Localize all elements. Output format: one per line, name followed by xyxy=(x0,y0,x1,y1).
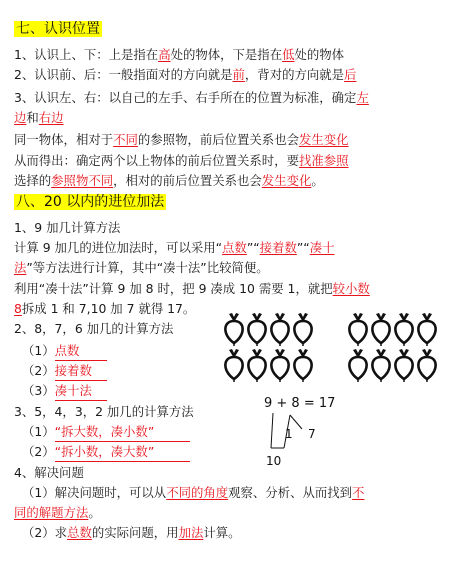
s8-para-4: 8拆成 1 和 7,10 加 7 就得 17。 xyxy=(14,301,196,316)
s8-para-3: 利用“凑十法”计算 9 加 8 时，把 9 凑成 10 需要 1，就把较小数 xyxy=(14,281,370,296)
turnip-icon xyxy=(271,349,288,382)
turnip-icon xyxy=(372,313,389,346)
split-part-right: 7 xyxy=(308,427,316,441)
turnip-icon xyxy=(372,349,389,382)
s8-para-2: 法”等方法进行计算，其中“凑十法”比较简便。 xyxy=(14,260,269,275)
turnip-icon xyxy=(418,349,435,382)
turnip-icon xyxy=(395,349,412,382)
s7-line-7: 选择的参照物不同，相对的前后位置关系也会发生变化。 xyxy=(14,173,324,188)
split-sum: 10 xyxy=(266,454,282,468)
s7-line-6: 从而得出：确定两个以上物体的前后位置关系时，要找准参照 xyxy=(14,153,349,168)
method-1: （1）点数 xyxy=(22,342,107,361)
turnip-icon xyxy=(225,349,242,382)
problem-1-cont: 同的解题方法。 xyxy=(14,505,101,520)
turnip-icon xyxy=(294,313,311,346)
split-line-left xyxy=(271,413,273,448)
split-diagram xyxy=(262,393,372,473)
equation-text: 9 + 8 = 17 xyxy=(264,396,336,411)
method-3: （3）凑十法 xyxy=(22,382,107,401)
s7-line-3: 3、认识左、右：以自己的左手、右手所在的位置为标准，确定左 xyxy=(14,90,369,105)
method-2: （2）接着数 xyxy=(22,362,107,381)
problem-1: （1）解决问题时，可以从不同的角度观察、分析、从而找到不 xyxy=(22,485,365,500)
s8-sub-3: 3、5，4，3，2 加几的计算方法 xyxy=(14,404,194,419)
turnip-icon xyxy=(225,313,242,346)
problem-2: （2）求总数的实际问题，用加法计算。 xyxy=(22,525,241,540)
turnip-icon xyxy=(349,349,366,382)
s8-sub-1: 1、9 加几计算方法 xyxy=(14,220,121,235)
section-7-heading: 七、认识位置 xyxy=(16,21,100,37)
method-split-2: （2）“拆小数，凑大数” xyxy=(22,443,190,462)
section-8-heading: 八、20 以内的进位加法 xyxy=(16,194,165,210)
turnip-icon xyxy=(418,313,435,346)
turnip-icon xyxy=(294,349,311,382)
s8-sub-4: 4、解决问题 xyxy=(14,465,84,480)
turnip-illustration xyxy=(224,312,444,384)
s7-line-1: 1、认识上、下：上是指在高处的物体，下是指在低处的物体 xyxy=(14,47,345,62)
s7-line-5: 同一物体，相对于不同的参照物，前后位置关系也会发生变化 xyxy=(14,132,349,147)
s7-line-4: 边和右边 xyxy=(14,110,64,125)
turnip-icon xyxy=(349,313,366,346)
split-part-left: 1 xyxy=(285,427,293,441)
s8-sub-2: 2、8，7，6 加几的计算方法 xyxy=(14,321,174,336)
s7-line-2: 2、认识前、后：一般指面对的方向就是前，背对的方向就是后 xyxy=(14,67,357,82)
turnip-icon xyxy=(248,349,265,382)
s8-para-1: 计算 9 加几的进位加法时，可以采用“点数”“接着数”“凑十 xyxy=(14,240,335,255)
turnip-icon xyxy=(395,313,412,346)
turnip-icon xyxy=(271,313,288,346)
method-split-1: （1）“拆大数，凑小数” xyxy=(22,423,190,442)
turnip-icon xyxy=(248,313,265,346)
